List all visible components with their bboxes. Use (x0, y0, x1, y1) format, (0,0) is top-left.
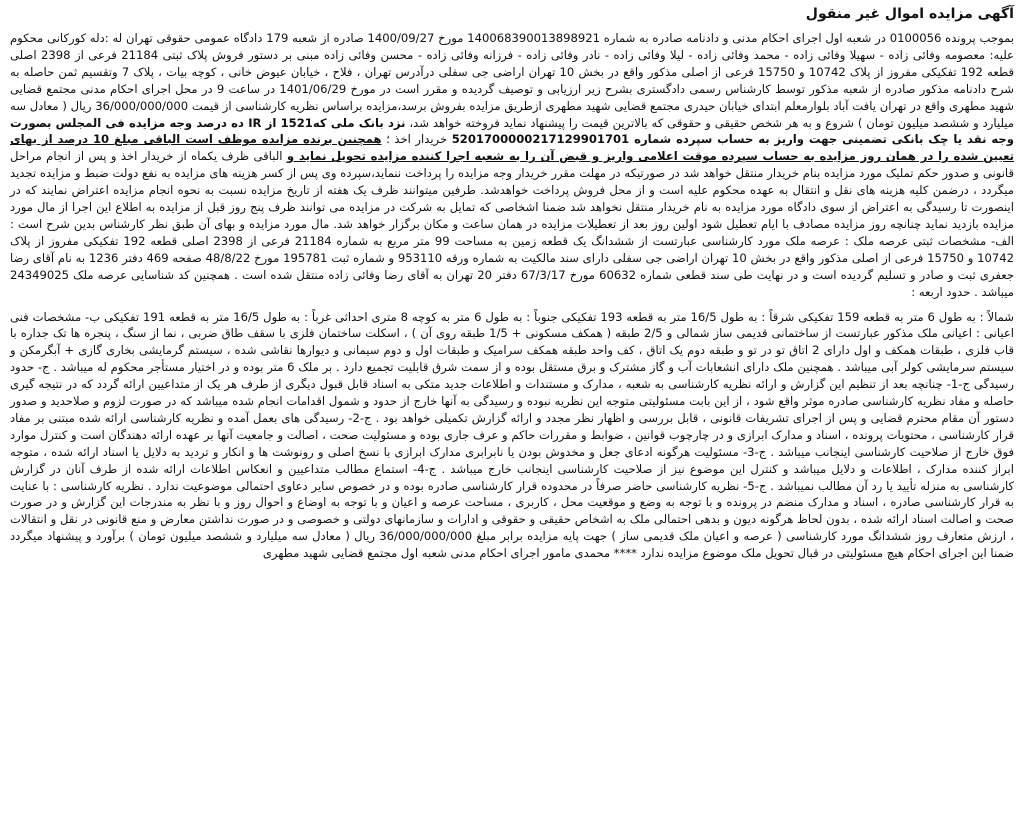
p1-deposit-account: نزد بانک ملی که1521 از IR ده درصد وجه مزایده فی المجلس بصورت وجه نقد یا چک بانکی تضمینی جهت واریز به حساب سپرده شماره 5201700000217129901701 (10, 115, 1014, 147)
paragraph-1 (10, 30, 1014, 301)
p1-segment: الباقی ظرف یکماه از خریدار اخذ و پس از انجام مراحل قانونی و صدور حکم تملیک مورد مزایده بنام خریدار منتقل خواهد شد در صورتیکه در مهلت مقرر خریدار وجه مزایده را پرداخت ننماید،سپرده وی پس از کسر هزینه های مزایده به نفع دولت ضبط و مزایده تجدید میگردد ، درضمن کلیه هزینه های نقل و انتقال به عهده محکوم علیه است و از محل فروش پرداخت خواهدشد. طرفین میتوانند ظرف یک هفته از تاریخ مزایده نسبت به نحوه انجام مزایده اعتراض نمایند که در اینصورت تا رسیدگی به اعتراض از سوی دادگاه مورد مزایده به نام خریدار منتقل نخواهد شد ضمنا اشخاصی که تمایل به شرکت در مزایده می توانند ظرف پنج روز قبل از مزایده به اطلاع این اجرا از مال مورد مزایده بازدید نماید چنانچه روز مزایده مصادف با ایام تعطیل شود اولین روز بعد از تعطیلات مزایده در همان ساعت و مکان برگزار خواهد شد. مال مورد مزایده و بهای آن طبق نظر کارشناس بدین شرح است : الف- مشخصات ثبتی عرصه ملک : عرصه ملک مورد کارشناسی عبارتست از ششدانگ یک قطعه زمین به مساحت 99 متر مربع به شماره 21184 فرعی از 2398 اصلی قطعه 192 تفکیکی مفروز از پلاک 10742 و 15750 فرعی از اصلی مذکور واقع در بخش 10 تهران اراضی جی سفلی دارای سند مالکیت به شماره ورقه 953110 و شماره ثبت 195781 مورخ 48/8/22 صفحه 469 دفتر 1236 به نام آقای رضا جعفری ثبت و صادر و تسلیم گردیده است و در نهایت طی سند قطعی شماره 60632 مورخ 67/3/17 دفتر 20 تهران به آقای رضا وفائی زاده منتقل شده است . همچنین کد شناسایی عرصه ملک 24349025 میباشد . حدود اربعه : (10, 149, 1015, 299)
p1-segment: بموجب پرونده 0100056 در شعبه اول اجرای احکام مدنی و دادنامه صادره به شماره 140068390013898921 مورخ 1400/09/27 صادره از شعبه 179 دادگاه عمومی حقوقی تهران له :دله کورکانی محکوم علیه: معصومه وفائی زاده - سهیلا وفائی زاده - محمد وفائی زاده - لیلا وفائی زاده - نادر وفائی زاده - فرزانه وفائی زاده - محسن وفائی زاده مبنی بر دستور فروش پلاک ثبتی 21184 فرعی از 2398 اصلی قطعه 192 تفکیکی مفروز از پلاک 10742 و 15750 فرعی از اصلی مذکور واقع در بخش 10 تهران اراضی جی سفلی درآدرس تهران ، فلاح ، خیابان عیوض خانی ، کوچه بیات ، پلاک 7 وتقسیم ثمن حاصله به شرح دادنامه مذکور صادره از شعبه مذکور توسط کارشناس رسمی دادگستری بشرح زیر ارزیابی و توصیف گردیده و مقرر است در مورخ 1401/06/29 در ساعت 9 در محل اجرای احکام مدنی مجتمع قضایی شهید مطهری واقع در تهران یافت آباد بلوارمعلم ابتدای خیابان حیدری مجتمع قضایی شهید مطهری ازطریق مزایده بفروش برسد،مزایده براساس نظریه کارشناسی از قیمت 36/000/000/000 ریال ( معادل سه میلیارد و ششصد میلیون تومان ) شروع و به هر شخص حقیقی و حقوقی که بالاترین قیمت را پیشنهاد نماید فروخته خواهد شد، (10, 31, 1014, 130)
p1-segment: خریدار اخذ ؛ (381, 132, 452, 147)
p1-winner-obligation: همچنین برنده مزایده موظف است الباقی مبلغ 10 درصد از بهای تعیین شده را در همان روز مزایده به حساب سپرده موقت اعلامی واریز و قبض آن را به شعبه اجرا کننده مزایده تحویل نماید و (10, 132, 1014, 164)
paragraph-2: شمالاً : به طول 6 متر به قطعه 159 تفکیکی شرقاً : به طول 16/5 متر به قطعه 193 تفکیکی جنوباً : به طول 6 متر به کوچه 8 متری احداثی غرباً : به طول 16/5 متر به قطعه 191 تفکیکی ب- مشخصات فنی اعیانی : اعیانی ملک مذکور عبارتست از ساختمانی قدیمی ساز شمالی و 2/5 طبقه ( همکف مسکونی + 1/5 طبقه روی آن ) ، اسکلت ساختمان فلزی با سقف طاق ضربی ، نما از سنگ ، پنجره ها تک جداره با قاب فلزی ، طبقات همکف و اول دارای 2 اتاق تو در تو و طبقه دوم یک اتاق ، کف واحد طبقه همکف سرامیک و طبقات اول و دوم سیمانی و دیوارها نقاشی شده ، سیستم گرمایشی بخاری گازی + آبگرمکن و سیستم سرمایشی کولر آبی میباشد . همچنین ملک دارای انشعابات آب و گاز مشترک و برق مستقل بوده و از سمت شرق قابلیت تجمیع دارد . بر ملک 6 متر بوده و در اختیار مستأجر محکوم له میباشد . ج- حدود رسیدگی ج-1- چنانچه بعد از تنظیم این گزارش و ارائه نظریه کارشناسی به شعبه ، مدارک و مستندات و اطلاعات جدید متکی به اسناد قابل قبول دیگری از طرف هر یک از متداعیین ارائه گردد که در نتیجه گیری حاصله و مفاد نظریه کارشناسی صادره موثر واقع شود ، از این بابت مسئولیتی متوجه این نظریه نبوده و رسیدگی به آنها خارج از حدود و شمول اقدامات انجام شده میباشد که در صورت لزوم و صلاحدید و صدور دستور آن مقام محترم قضایی و پس از اجرای تشریفات قانونی ، قابل بررسی و اظهار نظر مجدد و ارائه گزارش تکمیلی خواهد بود . ج-2- رسیدگی های بعمل آمده و نظریه کارشناسی ارائه شده مبتنی بر مفاد قرار کارشناسی ، محتویات پرونده ، اسناد و مدارک ابرازی و در چارچوب قوانین ، ضوابط و مقررات حاکم و عرف جاری بوده و مسئولیت صحت ، اصالت و جامعیت آنها بر عهده ارائه دهندگان است و کنترل موارد فوق خارج از صلاحیت کارشناسی اینجانب میباشد . ج-3- مسئولیت هرگونه ادعای جعل و مخدوش بودن یا نابرابری مدارک ابرازی با نسخ اصلی و رونوشت ها و انکار و تردید به دلایل یا اسناد ارائه شده ، متوجه ابراز کننده مدارک ، اطلاعات و دلایل میباشد و کنترل این موضوع نیز از صلاحیت کارشناسی اینجانب خارج میباشد . ج-4- استماع مطالب متداعیین و انعکاس اطلاعات ارائه شده از طرف آنان در گزارش کارشناسی به منزله تأیید یا رد آن مطالب نمیباشد . ج-5- نظریه کارشناسی حاضر صرفاً در محدوده قرار کارشناسی صادره بوده و در خصوص سایر دعاوی احتمالی موضوعیت ندارد . نظریه کارشناسی : با عنایت به قرار کارشناسی صادره ، اسناد و مدارک منضم در پرونده و با توجه به وضع و موقعیت محل ، کاربری ، مساحت عرصه و اعیان و با توجه به اوضاع و احوال روز و با نظر به مندرجات این گزارش و در صورت صحت و اصالت اسناد ارائه شده ، بدون لحاظ هرگونه دیون و بدهی احتمالی ملک به اشخاص حقیقی و حقوقی و ادارات و سازمانهای دولتی و خصوصی و در صورت نداشتن معارض و منع قانونی در نقل و انتقالات ، ارزش متعارف روز ششدانگ مورد کارشناسی ( عرصه و اعیان ملک قدیمی ساز ) جهت پایه مزایده برابر مبلغ 36/000/000/000 ریال ( معادل سه میلیارد و ششصد میلیون تومان ) برآورد و پیشنهاد میگردد ضمنا این اجرای احکام هیچ مسئولیتی در قبال تحویل ملک موضوع مزایده ندارد **** محمدی مامور اجرای احکام مدنی شعبه اول مجتمع قضایی شهید مطهری (10, 309, 1015, 561)
notice-title: آگهی مزایده اموال غیر منقول (805, 6, 1014, 22)
